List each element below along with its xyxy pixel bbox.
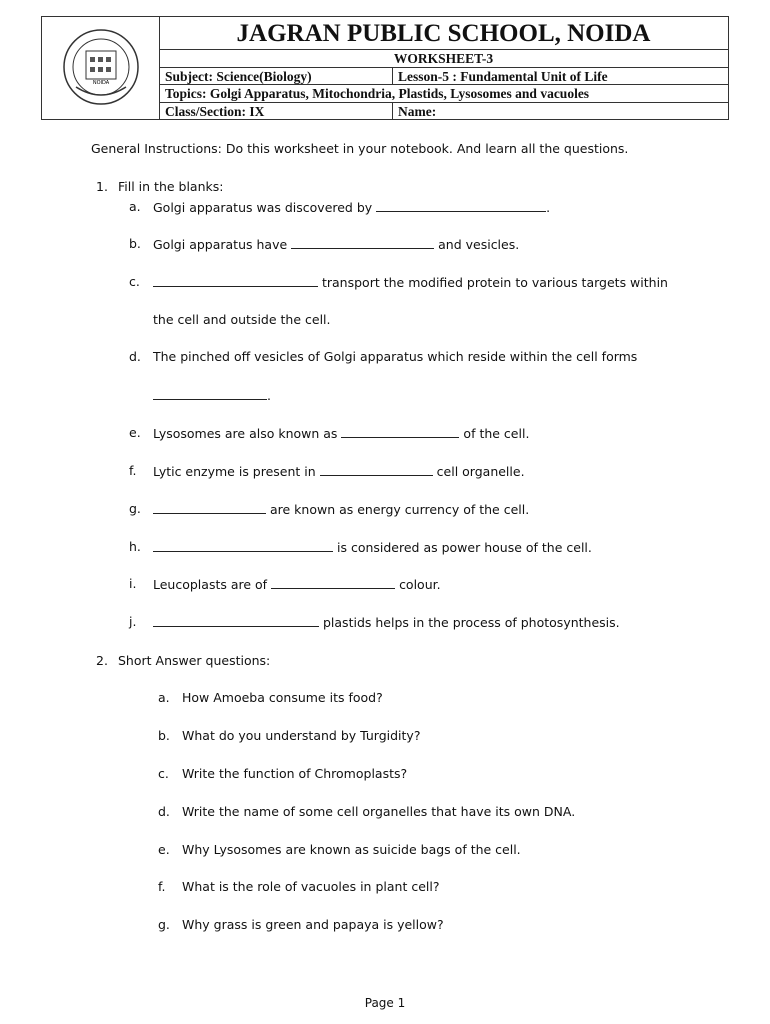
q1i-letter: i.	[129, 576, 137, 591]
general-instructions: General Instructions: Do this worksheet in your notebook. And learn all the questions.	[91, 141, 629, 156]
class-section-label: Class/Section: IX	[165, 104, 265, 119]
q1f-letter: f.	[129, 463, 137, 478]
q2f-letter: f.	[158, 879, 166, 894]
topics-row	[159, 84, 728, 102]
column-divider	[392, 68, 393, 84]
page-number: Page 1	[364, 996, 406, 1010]
q1i-text: Leucoplasts are of	[153, 577, 268, 592]
logo-cell	[42, 17, 160, 119]
q1b-letter: b.	[129, 236, 141, 251]
q1e-item	[153, 425, 529, 442]
q1g-blank[interactable]	[153, 501, 266, 514]
column-divider	[392, 103, 393, 119]
q1c-item	[153, 274, 668, 291]
worksheet-number: WORKSHEET-3	[159, 49, 728, 67]
q2d-text: Write the name of some cell organelles that have its own DNA.	[182, 804, 576, 819]
q1e-letter: e.	[129, 425, 141, 440]
q1i-blank[interactable]	[271, 576, 395, 589]
q1b-text: Golgi apparatus have	[153, 237, 288, 252]
q2g-text: Why grass is green and papaya is yellow?	[182, 917, 444, 932]
q1f-blank[interactable]	[320, 463, 433, 476]
q1a-letter: a.	[129, 199, 141, 214]
worksheet-header	[41, 16, 729, 120]
q1d-answer-line	[153, 387, 271, 404]
q1j-text: plastids helps in the process of photosynthesis.	[322, 615, 620, 630]
school-title: JAGRAN PUBLIC SCHOOL, NOIDA	[236, 20, 651, 47]
name-label: Name:	[398, 104, 437, 119]
q1-number: 1.	[96, 179, 108, 194]
q2b-text: What do you understand by Turgidity?	[182, 728, 421, 743]
svg-text:NOIDA: NOIDA	[92, 80, 110, 86]
q2-title: Short Answer questions:	[118, 653, 271, 668]
q1a-item	[153, 199, 550, 216]
q2g-letter: g.	[158, 917, 170, 932]
q1h-text: is considered as power house of the cell.	[336, 540, 592, 555]
q1d-blank[interactable]	[153, 387, 267, 400]
q1f-post: cell organelle.	[436, 464, 525, 479]
q1g-text: are known as energy currency of the cell.	[269, 502, 530, 517]
q1d-post: .	[267, 388, 271, 403]
q1d-text: The pinched off vesicles of Golgi apparatus which reside within the cell forms	[153, 349, 638, 364]
q1j-blank[interactable]	[153, 614, 319, 627]
q2-number: 2.	[96, 653, 108, 668]
q1e-blank[interactable]	[341, 425, 459, 438]
q1i-post: colour.	[399, 577, 441, 592]
q1c-line2: the cell and outside the cell.	[153, 312, 331, 327]
q2c-letter: c.	[158, 766, 169, 781]
q1b-post: and vesicles.	[438, 237, 520, 252]
q2d-letter: d.	[158, 804, 170, 819]
q2b-letter: b.	[158, 728, 170, 743]
q1g-letter: g.	[129, 501, 141, 516]
q2a-letter: a.	[158, 690, 170, 705]
q2c-text: Write the function of Chromoplasts?	[182, 766, 408, 781]
school-logo-icon	[56, 27, 146, 111]
lesson-label: Lesson-5 : Fundamental Unit of Life	[398, 69, 608, 84]
q1a-text: Golgi apparatus was discovered by	[153, 200, 373, 215]
q1j-letter: j.	[129, 614, 137, 629]
q1e-post: of the cell.	[463, 426, 530, 441]
q1f-item	[153, 463, 525, 480]
q2e-letter: e.	[158, 842, 170, 857]
q1h-item	[153, 539, 592, 556]
q1c-text: transport the modified protein to various targets within	[321, 275, 668, 290]
topics-label: Topics: Golgi Apparatus, Mitochondria, Plastids, Lysosomes and vacuoles	[165, 86, 590, 101]
q2f-text: What is the role of vacuoles in plant cell?	[182, 879, 440, 894]
q1a-blank[interactable]	[376, 199, 546, 212]
q1j-item	[153, 614, 620, 631]
class-row	[159, 102, 728, 119]
q1d-letter: d.	[129, 349, 141, 364]
q1h-blank[interactable]	[153, 539, 333, 552]
q1-title: Fill in the blanks:	[118, 179, 224, 194]
q1b-item	[153, 236, 519, 253]
q1f-text: Lytic enzyme is present in	[153, 464, 316, 479]
q1a-post: .	[546, 200, 551, 215]
subject-row	[159, 67, 728, 84]
q1e-text: Lysosomes are also known as	[153, 426, 338, 441]
q1h-letter: h.	[129, 539, 141, 554]
subject-label: Subject: Science(Biology)	[165, 69, 312, 84]
q2a-text: How Amoeba consume its food?	[182, 690, 383, 705]
q1c-blank[interactable]	[153, 274, 318, 287]
q1c-letter: c.	[129, 274, 140, 289]
q1g-item	[153, 501, 529, 518]
q2e-text: Why Lysosomes are known as suicide bags of the cell.	[182, 842, 521, 857]
q1i-item	[153, 576, 441, 593]
q1b-blank[interactable]	[291, 236, 434, 249]
